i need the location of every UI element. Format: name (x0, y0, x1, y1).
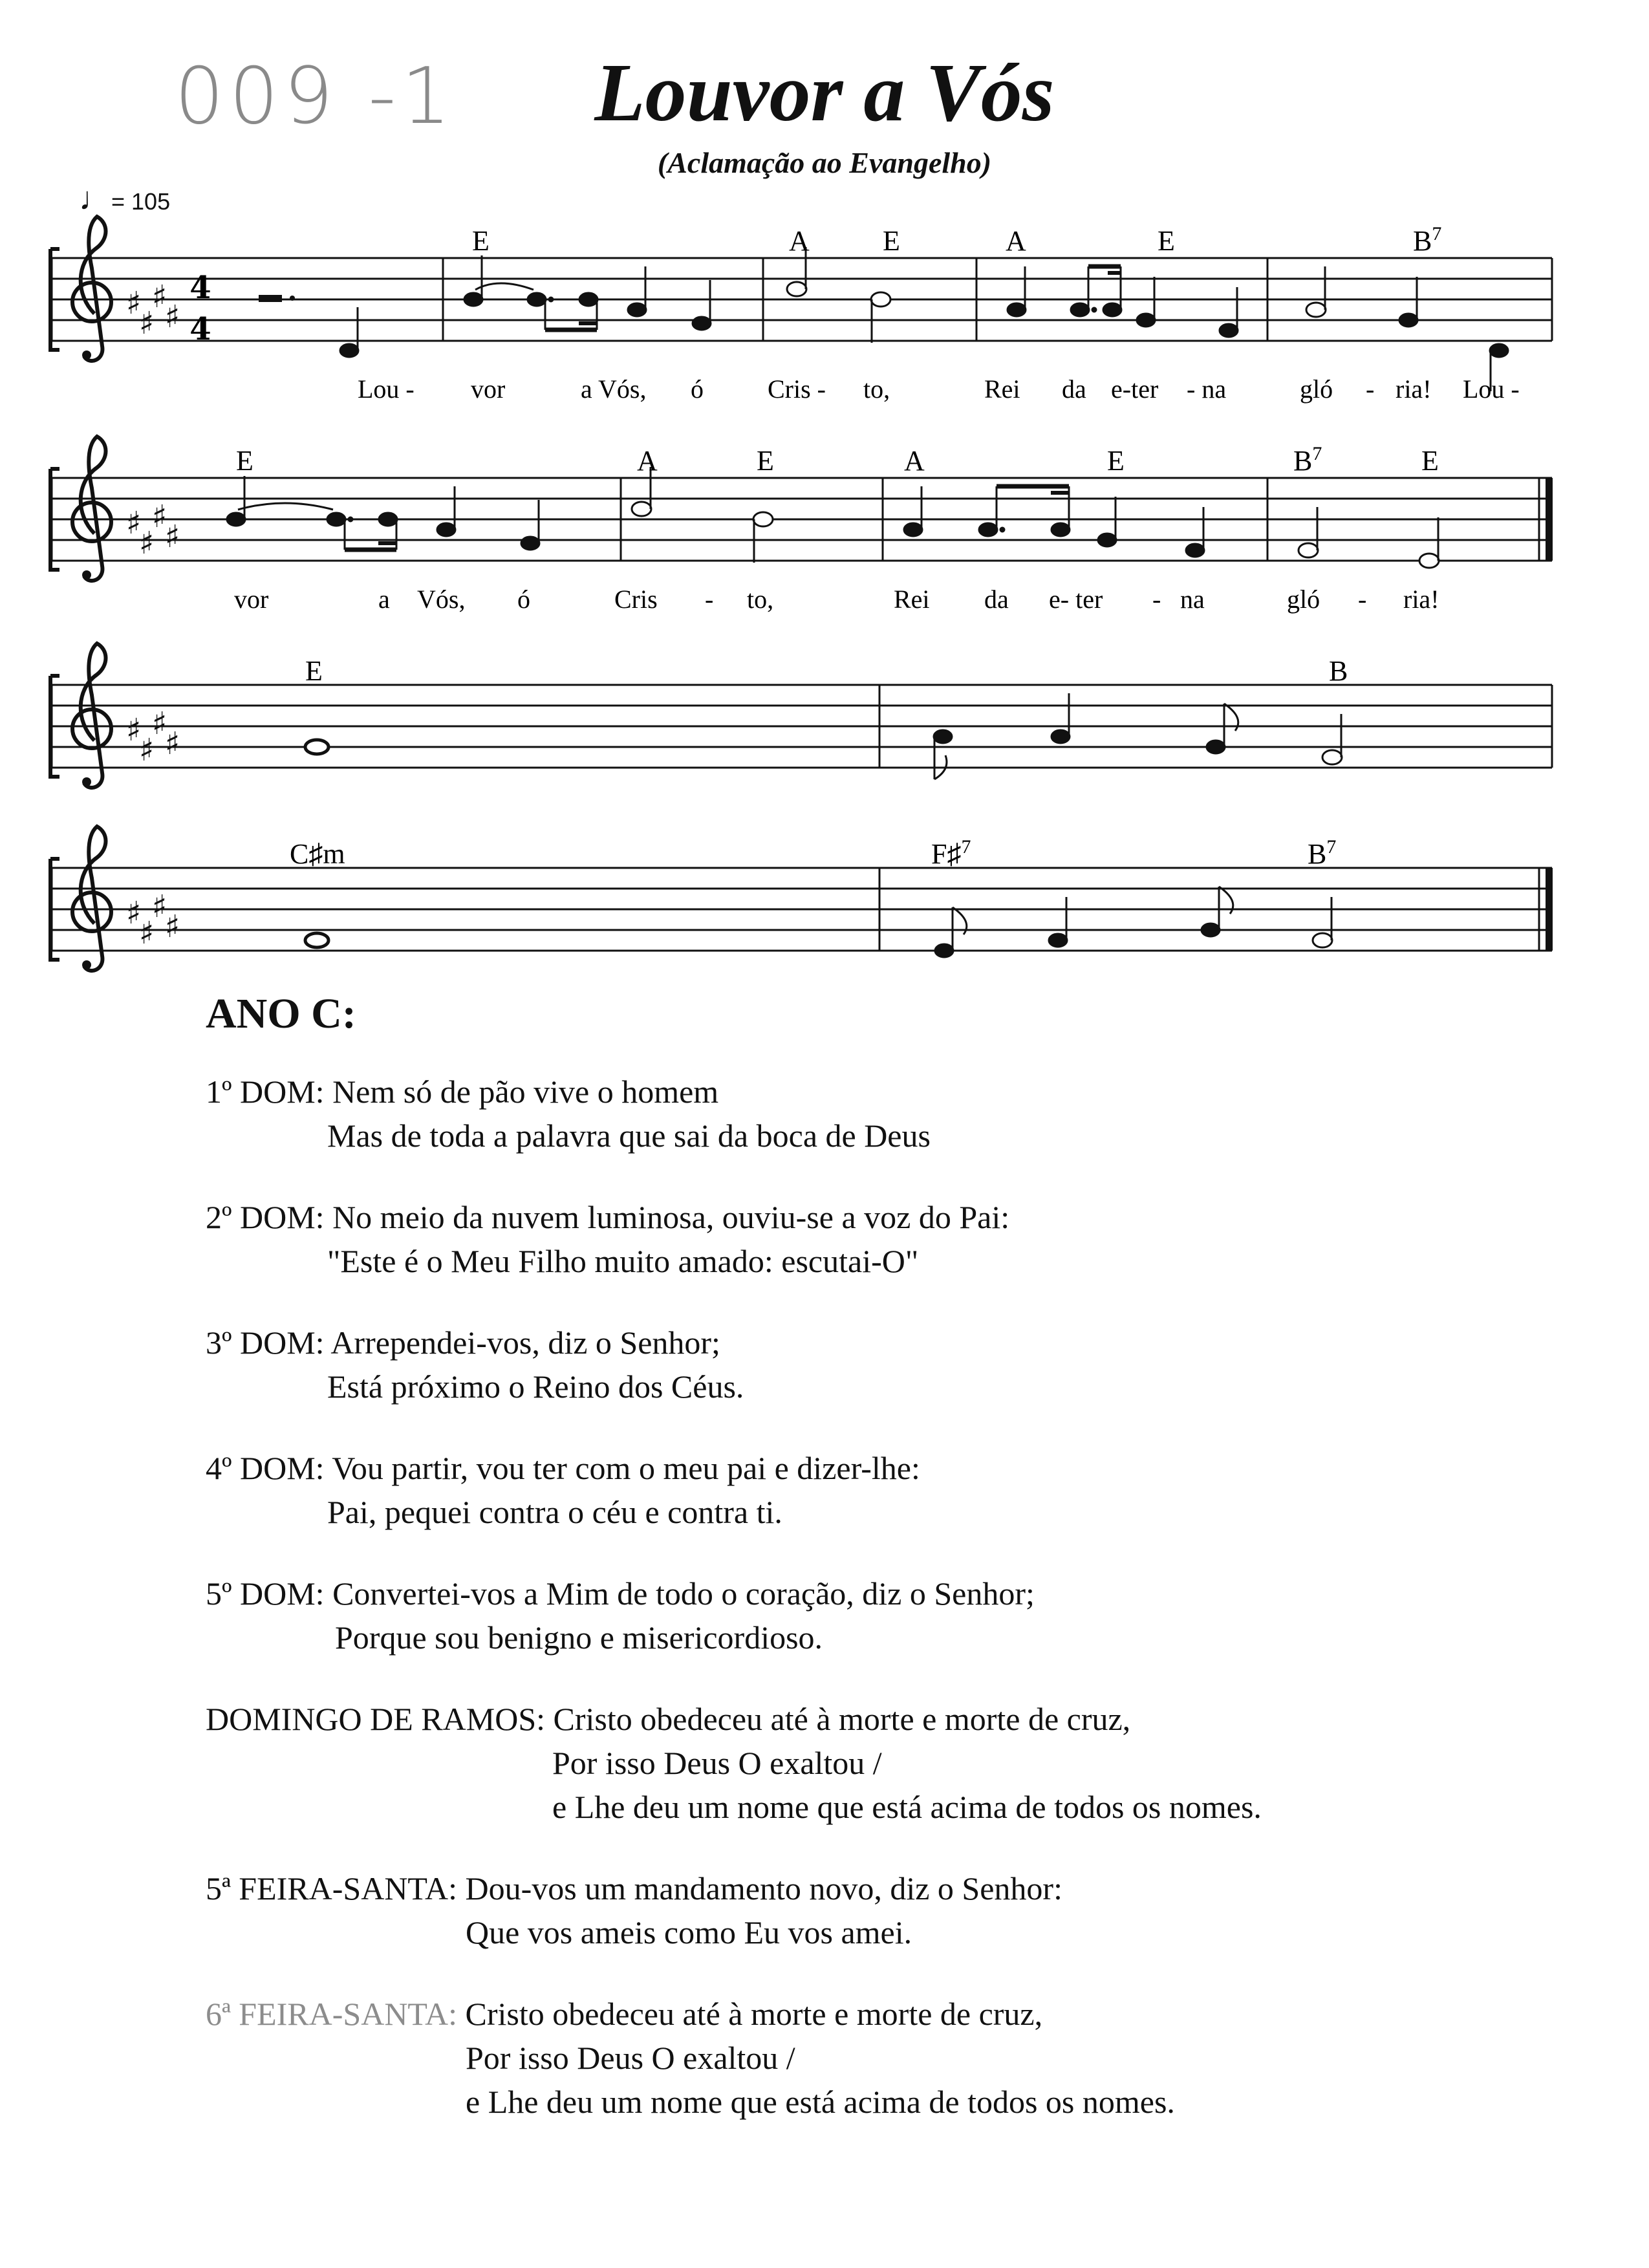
lyric: - (1152, 585, 1161, 614)
lyric: gló (1287, 585, 1320, 614)
lyric: Rei (894, 585, 930, 614)
entry-label: 1º DOM: (206, 1074, 325, 1110)
chord-4: A (1006, 225, 1026, 257)
entry-line: Por isso Deus O exaltou / (466, 2040, 795, 2076)
lyric: Cris - (768, 374, 826, 404)
entry-5-dom (206, 1571, 1499, 1659)
entry-6-feira-santa (206, 1992, 1499, 2124)
lyric: na (1180, 585, 1205, 614)
entry-line: Nem só de pão vive o homem (332, 1074, 719, 1110)
entry-label: 4º DOM: (206, 1450, 325, 1486)
chord-6: $B^7$ (1413, 223, 1442, 257)
lyric: gló (1300, 374, 1333, 404)
lyric: - (705, 585, 714, 614)
chord-3: E (757, 445, 774, 477)
chord-2: A (789, 225, 810, 257)
chord-1: E (305, 655, 323, 687)
entry-line: Mas de toda a palavra que sai da boca de Deus (327, 1118, 931, 1154)
lyric: ó (517, 585, 530, 614)
quarter-note-icon: ♩ (79, 180, 111, 217)
entry-line: Cristo obedeceu até à morte e morte de cruz, (553, 1701, 1131, 1737)
lyric: - (1366, 374, 1375, 404)
svg-text:4: 4 (189, 311, 211, 347)
entry-label: 5º DOM: (206, 1575, 325, 1612)
lyric: ó (691, 374, 704, 404)
chord-5: E (1107, 445, 1125, 477)
entry-line: Arrependei-vos, diz o Senhor; (330, 1324, 720, 1361)
tempo-value: = 105 (111, 188, 171, 215)
lyric: da (1062, 374, 1086, 404)
entry-line: No meio da nuvem luminosa, ouviu-se a voz do Pai: (332, 1199, 1010, 1235)
chord-1: E (472, 225, 490, 257)
chord-4: A (904, 445, 925, 477)
entry-line: "Este é o Meu Filho muito amado: escutai-O" (327, 1243, 919, 1279)
entry-line: e Lhe deu um nome que está acima de todos os nomes. (552, 1789, 1262, 1825)
entry-line: Cristo obedeceu até à morte e morte de cruz, (465, 1996, 1043, 2032)
chord-2: B (1329, 655, 1348, 687)
entry-line: e Lhe deu um nome que está acima de todos os nomes. (466, 2084, 1175, 2120)
lyric: - na (1187, 374, 1227, 404)
song-subtitle: (Aclamação ao Evangelho) (657, 146, 992, 179)
lyric: to, (747, 585, 774, 614)
handwritten-annotation: 009 -1 (175, 52, 456, 142)
music-score (0, 0, 1649, 983)
section-heading: ANO C: (206, 990, 356, 1037)
song-title: Louvor a Vós (594, 47, 1055, 138)
lyric: ria! (1403, 585, 1439, 614)
staff-system-2 (50, 437, 1553, 614)
chord-6: $B^7$ (1293, 443, 1322, 477)
lyric: vor (471, 374, 506, 404)
lyric: Lou - (1463, 374, 1520, 404)
entry-4-dom (206, 1446, 1499, 1534)
entry-2-dom (206, 1195, 1499, 1283)
lyric: Lou - (358, 374, 415, 404)
chord-5: E (1158, 225, 1175, 257)
entry-label: 2º DOM: (206, 1199, 325, 1235)
lyric: Vós, (417, 585, 466, 614)
entry-3-dom (206, 1321, 1499, 1409)
lyric: vor (234, 585, 269, 614)
entry-line: Que vos ameis como Eu vos amei. (466, 1914, 912, 1950)
entry-line: Dou-vos um mandamento novo, diz o Senhor: (465, 1870, 1062, 1906)
entry-line: Por isso Deus O exaltou / (552, 1745, 882, 1781)
entry-line: Vou partir, vou ter com o meu pai e dizer-lhe: (332, 1450, 920, 1486)
entry-line: Está próximo o Reino dos Céus. (327, 1368, 744, 1405)
lyric: e- ter (1049, 585, 1103, 614)
entry-5-feira-santa (206, 1866, 1499, 1954)
lyric: Cris (614, 585, 658, 614)
staff-system-4 (50, 826, 1553, 971)
entry-1-dom (206, 1070, 1499, 1158)
chord-2: A (637, 445, 658, 477)
svg-text:4: 4 (189, 270, 211, 306)
staff-system-1 (50, 217, 1552, 404)
entry-label: DOMINGO DE RAMOS: (206, 1701, 546, 1737)
lyric: a Vós, (581, 374, 647, 404)
chord-7: E (1421, 445, 1439, 477)
entry-line: Porque sou benigno e misericordioso. (335, 1619, 823, 1656)
lyric: a (378, 585, 390, 614)
chord-3: E (883, 225, 900, 257)
chord-1: E (236, 445, 253, 477)
lyric: - (1358, 585, 1367, 614)
chord-2: F♯$^7$ (931, 836, 971, 870)
staff-system-3 (50, 643, 1552, 788)
lyric: da (984, 585, 1009, 614)
acclamation-texts (206, 989, 1499, 2161)
entry-label: 6ª FEIRA-SANTA: (206, 1996, 457, 2032)
lyric: e-ter (1111, 374, 1159, 404)
lyric: Rei (984, 374, 1020, 404)
lyric: to, (863, 374, 890, 404)
chord-3: $B^7$ (1308, 836, 1337, 870)
entry-label: 5ª FEIRA-SANTA: (206, 1870, 457, 1906)
lyric: ria! (1396, 374, 1432, 404)
chord-1: C♯m (290, 838, 345, 870)
entry-domingo-de-ramos (206, 1697, 1499, 1829)
entry-line: Convertei-vos a Mim de todo o coração, diz o Senhor; (332, 1575, 1035, 1612)
entry-line: Pai, pequei contra o céu e contra ti. (327, 1494, 782, 1530)
entry-label: 3º DOM: (206, 1324, 325, 1361)
